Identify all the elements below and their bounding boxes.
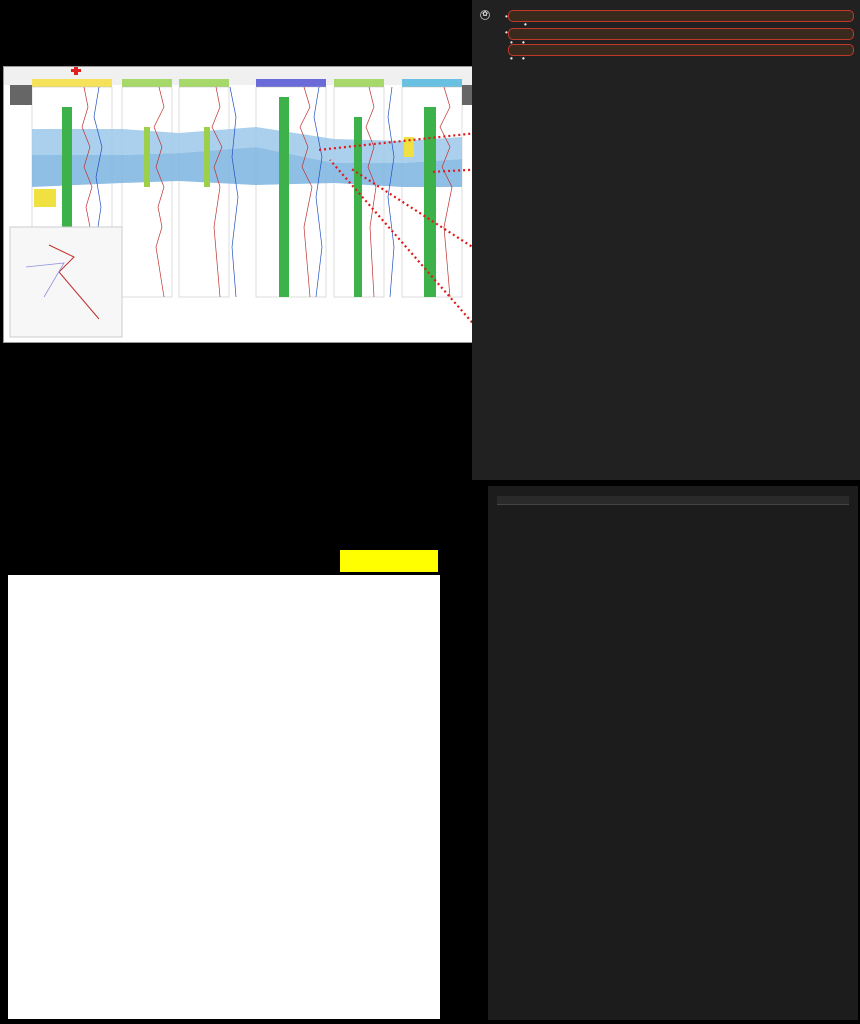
chat-response-panel <box>472 0 860 480</box>
lithofacies-table <box>497 496 849 505</box>
header-interpretation <box>713 496 849 505</box>
table-title <box>488 486 858 496</box>
lithofacies-table-panel <box>488 486 858 1020</box>
header-lithofacies <box>541 496 609 505</box>
header-log-signature <box>609 496 713 505</box>
ground-truth-label <box>340 550 438 572</box>
openai-icon: ✿ <box>480 10 490 20</box>
facies-column <box>348 575 440 1019</box>
highlight-box-bioclastic-thickness <box>508 44 854 56</box>
highlight-box-units <box>508 10 854 22</box>
table-header-row <box>497 496 849 505</box>
header-depth <box>497 496 541 505</box>
well-log-plot <box>8 575 348 1019</box>
highlight-box-reef-thickness <box>508 28 854 40</box>
